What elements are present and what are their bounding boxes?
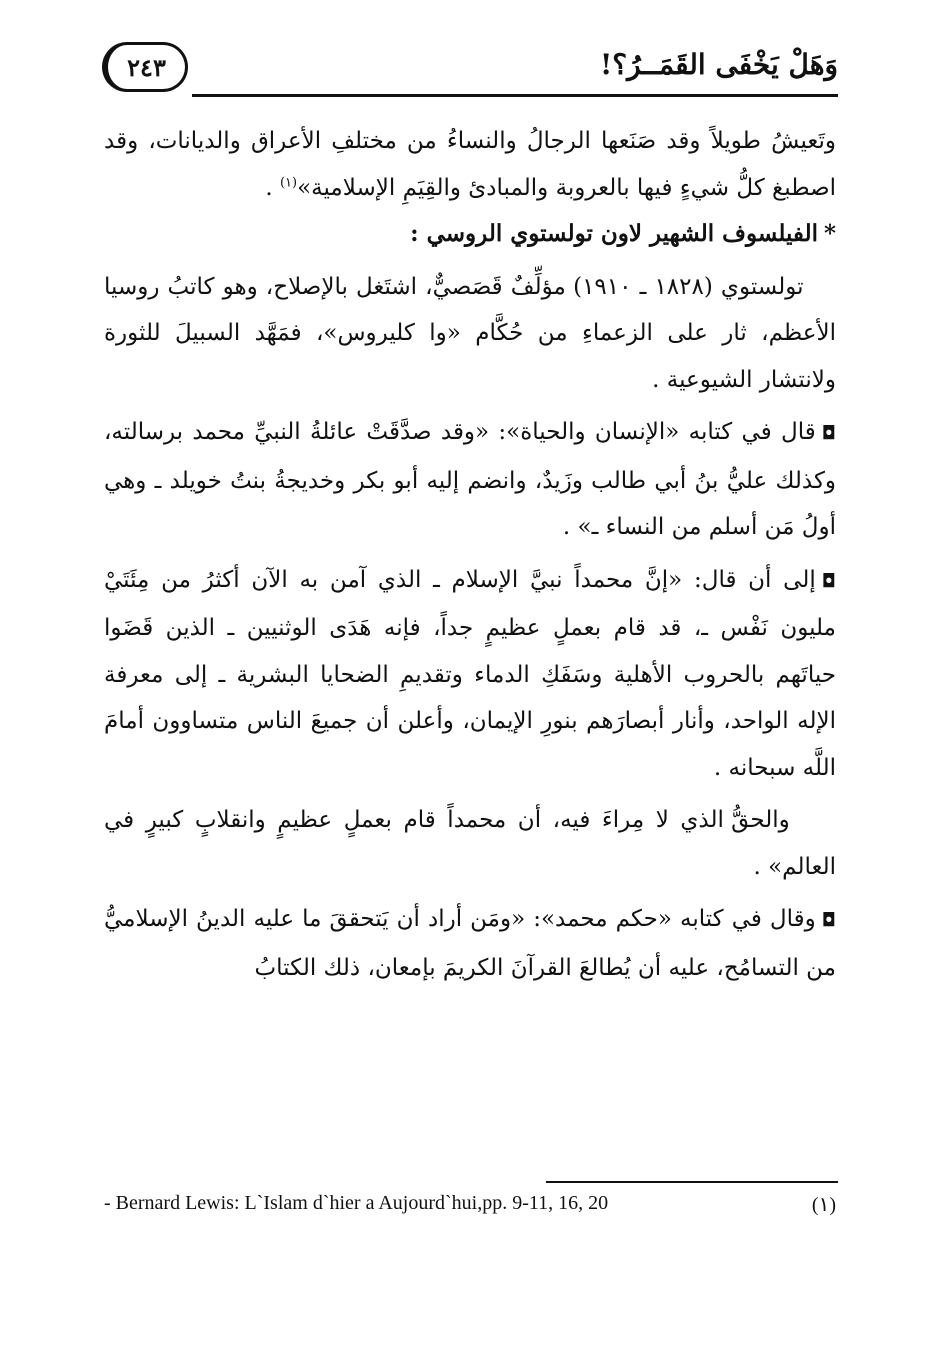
paragraph-1-text: وتَعيشُ طويلاً وقد صَنَعها الرجالُ والنساءُ من مختلفِ الأعراق والديانات، وقد اصطبغ كلُّ شيءٍ فيها بالعروبة والمبادئ والقِيَمِ الإسلامية»	[104, 128, 836, 201]
paragraph-1-end: .	[265, 174, 280, 201]
page-number: ٢٤٣	[127, 52, 166, 82]
section-heading-text: الفيلسوف الشهير لاون تولستوي الروسي :	[410, 220, 818, 247]
section-heading	[104, 211, 836, 258]
running-title: وَهَلْ يَخْفَى القَمَــرُ؟!	[599, 48, 838, 81]
square-bullet-icon: ◘	[821, 910, 836, 931]
paragraph-3-text: قال في كتابه «الإنسان والحياة»: «وقد صدَّقَتْ عائلةُ النبيِّ محمد برسالته، وكذلك عليُّ بنُ أبي طالب وزَيدٌ، وانضم إليه أبو بكر وخديجةُ بنتُ خويلد ـ وهي أولُ مَن أسلم من النساء ـ» .	[104, 419, 836, 540]
paragraph-5	[104, 797, 836, 890]
body-text	[104, 118, 836, 991]
page-number-badge	[102, 42, 188, 92]
square-bullet-icon: ◘	[821, 423, 836, 444]
paragraph-6	[104, 896, 836, 991]
footnote-reference: (١)	[279, 174, 298, 190]
asterisk-icon: *	[823, 220, 836, 247]
footnote-rule	[546, 1181, 838, 1183]
footnote	[104, 1192, 836, 1222]
paragraph-2	[104, 264, 836, 404]
header-rule	[192, 94, 838, 97]
paragraph-1	[104, 118, 836, 211]
paragraph-4	[104, 557, 836, 792]
paragraph-3	[104, 409, 836, 551]
paragraph-5-text: والحقُّ الذي لا مِراءَ فيه، أن محمداً قام بعملٍ عظيمٍ وانقلابٍ كبيرٍ في العالم» .	[104, 807, 836, 880]
paragraph-6-text: وقال في كتابه «حكم محمد»: «ومَن أراد أن يَتحققَ ما عليه الدينُ الإسلاميُّ من التسامُح، عليه أن يُطالعَ القرآنَ الكريمَ بإمعان، ذلك الكتابُ	[104, 906, 836, 981]
footnote-mark: (١)	[811, 1194, 836, 1216]
footnote-text: - Bernard Lewis: L`Islam d`hier a Aujourd`hui,pp. 9-11, 16, 20	[104, 1192, 609, 1214]
paragraph-2-text: تولستوي (١٨٢٨ ـ ١٩١٠) مؤلِّفٌ قَصَصيٌّ، اشتَغل بالإصلاح، وهو كاتبُ روسيا الأعظم، ثار على الزعماءِ من حُكَّام «وا كليروس»، فمَهَّد السبيلَ للثورة ولانتشار الشيوعية .	[104, 273, 836, 393]
square-bullet-icon: ◘	[821, 570, 836, 592]
paragraph-4-text: إلى أن قال: «إنَّ محمداً نبيَّ الإسلام ـ الذي آمن به الآن أكثرُ من مِئَتَيْ مليون نَفْس ـ، قد قام بعملٍ عظيمٍ جداً، فإنه هَدَى الوثنيين ـ الذين قَضَوا حياتَهم بالحروب الأهلية وسَفَكِ الدماء وتقديمِ الضحايا البشرية ـ إلى معرفة الإله الواحد، وأنار أبصارَهم بنورِ الإيمان، وأعلن أن جميعَ الناس متساوون أمامَ اللَّه سبحانه .	[104, 566, 836, 781]
page-header	[100, 38, 838, 108]
